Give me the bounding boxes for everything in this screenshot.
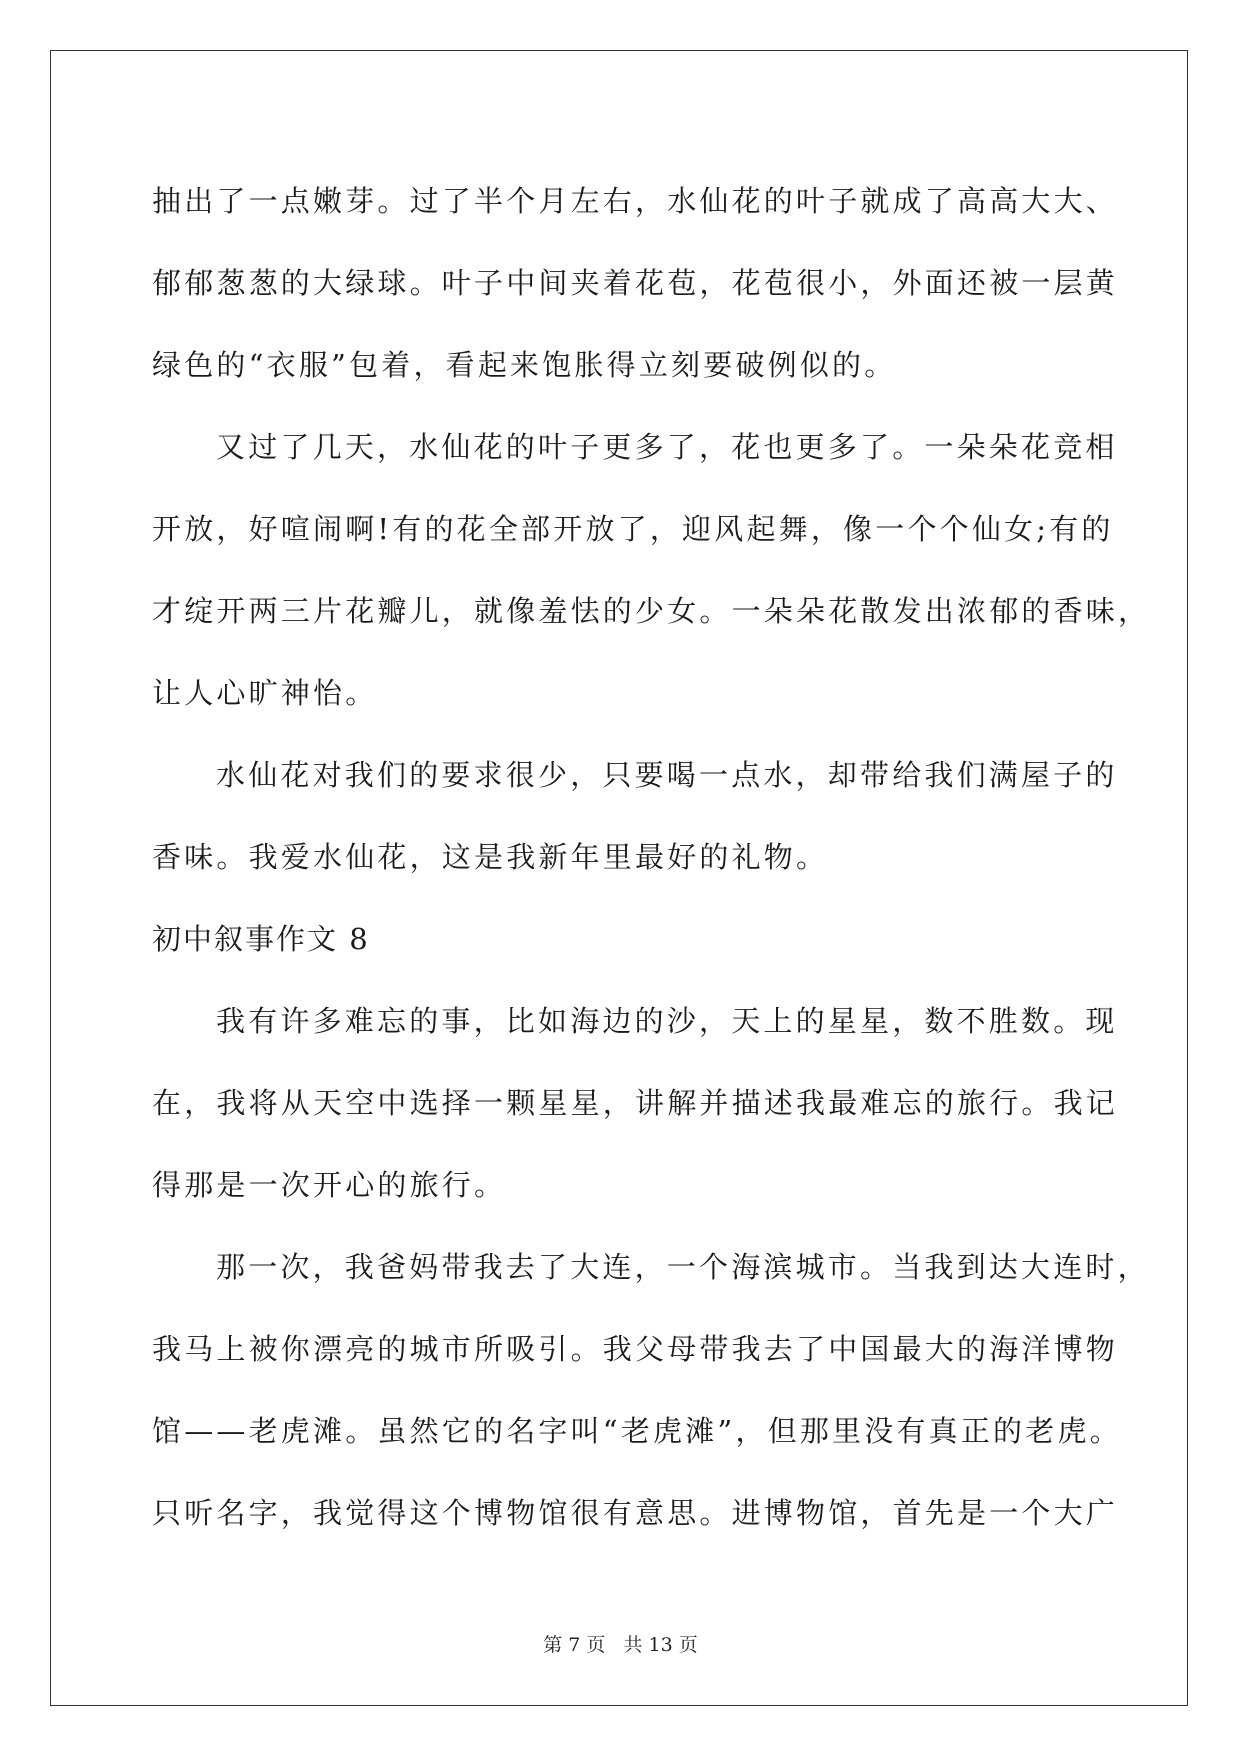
text-line: 开放，好喧闹啊!有的花全部开放了，迎风起舞，像一个个仙女;有的 bbox=[152, 512, 1114, 546]
document-body bbox=[152, 160, 1151, 1554]
text-line: 我马上被你漂亮的城市所吸引。我父母带我去了中国最大的海洋博物 bbox=[152, 1332, 1119, 1366]
section-heading: 初中叙事作文 8 bbox=[152, 922, 370, 956]
paragraph-start-line: 水仙花对我们的要求很少，只要喝一点水，却带给我们满屋子的 bbox=[216, 758, 1118, 792]
text-line: 得那是一次开心的旅行。 bbox=[152, 1168, 507, 1202]
page-footer bbox=[0, 1630, 1241, 1657]
text-line: 绿色的“衣服”包着，看起来饱胀得立刻要破例似的。 bbox=[152, 348, 897, 382]
text-line: 才绽开两三片花瓣儿，就像羞怯的少女。一朵朵花散发出浓郁的香味， bbox=[152, 594, 1151, 628]
total-pages: 共 13 页 bbox=[623, 1634, 698, 1656]
text-line: 香味。我爱水仙花，这是我新年里最好的礼物。 bbox=[152, 840, 829, 874]
text-line: 只听名字，我觉得这个博物馆很有意思。进博物馆，首先是一个大广 bbox=[152, 1496, 1119, 1530]
text-line: 让人心旷神怡。 bbox=[152, 676, 378, 710]
text-line: 抽出了一点嫩芽。过了半个月左右，水仙花的叶子就成了高高大大、 bbox=[152, 184, 1119, 218]
page-number: 第 7 页 bbox=[543, 1634, 606, 1656]
paragraph-start-line: 那一次，我爸妈带我去了大连，一个海滨城市。当我到达大连时， bbox=[216, 1250, 1150, 1284]
text-line: 馆——老虎滩。虽然它的名字叫“老虎滩”，但那里没有真正的老虎。 bbox=[152, 1414, 1122, 1448]
paragraph-start-line: 我有许多难忘的事，比如海边的沙，天上的星星，数不胜数。现 bbox=[216, 1004, 1118, 1038]
text-line: 在，我将从天空中选择一颗星星，讲解并描述我最难忘的旅行。我记 bbox=[152, 1086, 1119, 1120]
paragraph-start-line: 又过了几天，水仙花的叶子更多了，花也更多了。一朵朵花竞相 bbox=[216, 430, 1118, 464]
text-line: 郁郁葱葱的大绿球。叶子中间夹着花苞，花苞很小，外面还被一层黄 bbox=[152, 266, 1119, 300]
